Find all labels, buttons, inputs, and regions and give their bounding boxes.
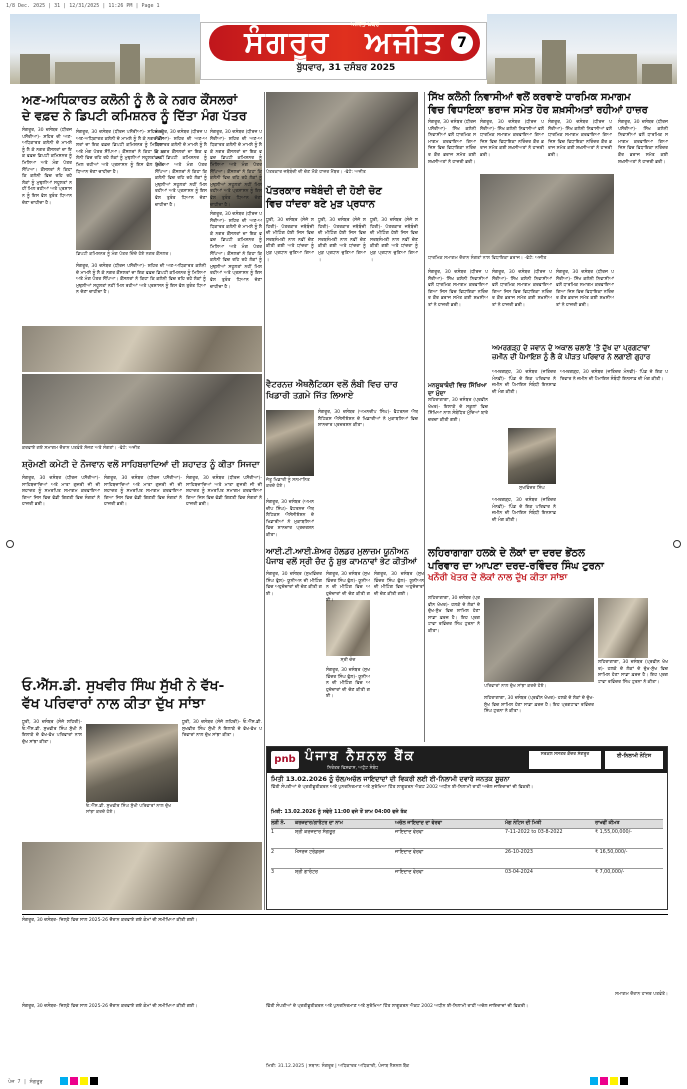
branch-label: ਸਰਕਲ ਸਸਤਰ ਕੇਂਦਰ ਸੰਗਰੂਰ xyxy=(529,751,601,769)
headline-line: ਓ.ਐੱਸ.ਡੀ. ਸੁਖਵੀਰ ਸਿੰਘ ਸੁੱਖੀ ਨੇ ਵੱਖ- xyxy=(22,678,225,694)
table-cell: ਸ਼੍ਰੀ ਕਰਜ਼ਦਾਰ ਸੰਗਰੂਰ xyxy=(295,830,336,835)
photo-sikh-samagam xyxy=(480,174,614,254)
column-rule xyxy=(264,92,265,910)
color-swatch xyxy=(610,1077,618,1085)
photo-portrait-ielts xyxy=(326,600,370,656)
table-cell: ₹ 7,00,000/- xyxy=(595,870,625,875)
headline-line: ਵਿਚ ਧਾਂਦਰਾ ਬਣੇ ਮੁੜ ਪ੍ਰਧਾਨ xyxy=(266,198,375,210)
table-cell: ਸ਼੍ਰੀ ਗਾਰੰਟਰ xyxy=(295,870,318,875)
pnb-notice-ad xyxy=(266,746,668,910)
photo-athlete xyxy=(266,410,314,476)
ad-footer-text: ਵਿੱਤੀ ਸੰਪਤੀਆਂ ਦੇ ਪ੍ਰਤੀਭੂਤੀਕਰਨ ਅਤੇ ਪੁਨਰਨਿਰਮਾਣ ਅਤੇ ਸੁਰੱਖਿਆ ਹਿੱਤ ਲਾਗੂਕਰਨ ਐਕਟ 2002 ਅਧੀਨ ਈ-ਨਿਲਾਮੀ ਰਾਹੀਂ ਅਚੱਲ ਜਾਇਦਾਦਾਂ ਦੀ ਵਿਕਰੀ। xyxy=(266,1004,529,1009)
story-body-sikh-5: ਸੰਗਰੂਰ, 30 ਦਸੰਬਰ (ਧੀਰਜ ਪਸੌਰੀਆ)- ਸਿੱਖ ਕਲੋਨੀ ਨਿਵਾਸੀਆਂ ਵਲੋਂ ਧਾਰਮਿਕ ਸਮਾਗਮ ਕਰਵਾਇਆ ਗਿਆ ਜਿਸ ਵਿਚ ਵਿਧਾਇਕਾ ਨਰਿੰਦਰ ਕੌਰ ਭਰਾਜ ਸਮੇਤ ਕਈ ਸ਼ਖ਼ਸੀਅਤਾਂ ਨੇ ਹਾਜ਼ਰੀ ਭਰੀ। xyxy=(428,270,488,308)
headline-lehragaga xyxy=(428,548,668,584)
photo-portrait-amloh xyxy=(508,428,556,484)
photo-osd xyxy=(86,724,178,802)
story-body-sikh-6: ਸੰਗਰੂਰ, 30 ਦਸੰਬਰ (ਧੀਰਜ ਪਸੌਰੀਆ)- ਸਿੱਖ ਕਲੋਨੀ ਨਿਵਾਸੀਆਂ ਵਲੋਂ ਧਾਰਮਿਕ ਸਮਾਗਮ ਕਰਵਾਇਆ ਗਿਆ ਜਿਸ ਵਿਚ ਵਿਧਾਇਕਾ ਨਰਿੰਦਰ ਕੌਰ ਭਰਾਜ ਸਮੇਤ ਕਈ ਸ਼ਖ਼ਸੀਅਤਾਂ ਨੇ ਹਾਜ਼ਰੀ ਭਰੀ। xyxy=(492,270,552,308)
caption-sikh: ਧਾਰਮਿਕ ਸਮਾਗਮ ਦੌਰਾਨ ਸੰਗਤਾਂ ਨਾਲ ਵਿਧਾਇਕਾ ਭਰਾਜ। -ਫੋਟੋ: ਅਜੀਤ xyxy=(428,256,547,261)
column-header: ਲੜੀ ਨੰ. xyxy=(271,821,286,826)
column-header: ਮੰਗ ਨੋਟਿਸ ਦੀ ਮਿਤੀ xyxy=(505,821,542,826)
headline-line: ਲਹਿਰਾਗਾਗਾ ਹਲਕੇ ਦੇ ਲੋਕਾਂ ਦਾ ਦਰਦ ਭੇਂਠਲ xyxy=(428,548,585,559)
headline-amloh xyxy=(492,344,668,362)
notice-title: ਮਿਤੀ 13.02.2026 ਨੂੰ ਚੱਲ/ਅਚੱਲ ਜਾਇਦਾਦਾਂ ਦੀ ਵਿਕਰੀ ਲਈ ਈ-ਨਿਲਾਮੀ ਦਵਾਰੇ ਜਨਤਕ ਸੂਚਨਾ xyxy=(271,775,510,783)
table-cell: 26-10-2023 xyxy=(505,850,533,855)
headline-line: ਪੰਜਾਬ ਵਲੋਂ ਸ੍ਰੀ ਚੰਦ ਨੂੰ ਸ਼ੁਭ ਕਾਮਨਾਵਾਂ ਭੇਟ ਕੀਤੀਆਂ xyxy=(266,556,417,566)
story-body-deepfake: ਲਹਿਰਾਗਾਗਾ, 30 ਦਸੰਬਰ (ਪ੍ਰਵੀਨ ਖੋਖਰ)- ਇਲਾਕੇ ਦੇ ਸਕੂਲਾਂ ਵਿਚ ਸਿੱਖਿਆ ਨਾਲ ਸੰਬੰਧਿਤ ਮੁੱਦਿਆਂ ਬਾਰੇ ਚਰਚਾ ਕੀਤੀ ਗਈ। xyxy=(428,398,488,423)
divider xyxy=(22,914,668,915)
bottom-slug: ਪੇਜ 7 | ਸੰਗਰੂਰ xyxy=(8,1079,43,1085)
color-swatch xyxy=(600,1077,608,1085)
table-cell: 3 xyxy=(271,870,275,875)
headline-deepfake: ਮਨਸੂਬਾਬੰਦੀ ਵਿਚ ਸਿੱਖਿਆ ਦਾ ਮੁੱਦਾ xyxy=(428,382,487,397)
table-cell: ਜਾਇਦਾਦ ਵੇਰਵਾ xyxy=(395,830,424,835)
story-body-lehragaga-3: ਲਹਿਰਾਗਾਗਾ, 30 ਦਸੰਬਰ (ਪ੍ਰਵੀਨ ਖੋਖਰ)- ਹਲਕੇ ਦੇ ਲੋਕਾਂ ਦੇ ਦੁੱਖ-ਸੁੱਖ ਵਿਚ ਸ਼ਾਮਿਲ ਹੋਣਾ ਸਾਡਾ ਫ਼ਰਜ਼ ਹੈ। ਇਹ ਪ੍ਰਗਟਾਵਾ ਰਵਿੰਦਰ ਸਿੰਘ ਟੁਰਨਾ ਨੇ ਕੀਤਾ। xyxy=(598,660,668,685)
headline-line: ਦੇ ਵਫ਼ਦ ਨੇ ਡਿਪਟੀ ਕਮਿਸ਼ਨਰ ਨੂੰ ਦਿੱਤਾ ਮੰਗ ਪੱਤਰ xyxy=(22,107,247,123)
city-name: ਸੰਗਰੂਰ xyxy=(244,25,331,60)
story-body-sikh-2: ਸੰਗਰੂਰ, 30 ਦਸੰਬਰ (ਧੀਰਜ ਪਸੌਰੀਆ)- ਸਿੱਖ ਕਲੋਨੀ ਨਿਵਾਸੀਆਂ ਵਲੋਂ ਧਾਰਮਿਕ ਸਮਾਗਮ ਕਰਵਾਇਆ ਗਿਆ ਜਿਸ ਵਿਚ ਵਿਧਾਇਕਾ ਨਰਿੰਦਰ ਕੌਰ ਭਰਾਜ ਸਮੇਤ ਕਈ ਸ਼ਖ਼ਸੀਅਤਾਂ ਨੇ ਹਾਜ਼ਰੀ ਭਰੀ। xyxy=(480,120,544,158)
issue-date: ਬੁੱਧਵਾਰ, 31 ਦਸੰਬਰ 2025 xyxy=(296,63,396,73)
bank-tagline: ਨਿਰੰਤਰ ਵਿਸ਼ਵਾਸ, ਅਟੁੱਟ ਸੰਬੰਧ xyxy=(327,766,379,771)
color-swatch xyxy=(620,1077,628,1085)
caption-bottom-strip: ਸਮਾਗਮ ਦੌਰਾਨ ਹਾਜ਼ਰ ਪਤਵੰਤੇ। xyxy=(615,992,668,997)
story-body-ielts-2: ਸੰਗਰੂਰ, 30 ਦਸੰਬਰ (ਸੁਖਵਿੰਦਰ ਸਿੰਘ ਫੁੱਲ)- ਯੂਨੀਅਨ ਦੀ ਮੀਟਿੰਗ ਵਿਚ ਅਹੁਦੇਦਾਰਾਂ ਦੀ ਚੋਣ ਕੀਤੀ ਗਈ। xyxy=(326,572,370,604)
headline-steel: ਸ਼੍ਰੋਮਣੀ ਕਮੇਟੀ ਦੇ ਨੌਜਵਾਨ ਵਲੋਂ ਸਾਹਿਬਜ਼ਾਦਿਆਂ ਦੀ ਸ਼ਹਾਦਤ ਨੂੰ ਕੀਤਾ ਸਿਜਦਾ xyxy=(22,460,260,470)
masthead-title-block xyxy=(200,22,487,80)
photo-samagam-1 xyxy=(22,326,262,372)
masthead-right-photo xyxy=(487,14,677,84)
caption-osd: ਓ.ਐੱਸ.ਡੀ. ਸੁਖਵੀਰ ਸਿੰਘ ਸੁੱਖੀ ਪਰਿਵਾਰਾਂ ਨਾਲ ਦੁੱਖ ਸਾਂਝਾ ਕਰਦੇ ਹੋਏ। xyxy=(86,804,172,815)
story-body-sikh-1: ਸੰਗਰੂਰ, 30 ਦਸੰਬਰ (ਧੀਰਜ ਪਸੌਰੀਆ)- ਸਿੱਖ ਕਲੋਨੀ ਨਿਵਾਸੀਆਂ ਵਲੋਂ ਧਾਰਮਿਕ ਸਮਾਗਮ ਕਰਵਾਇਆ ਗਿਆ ਜਿਸ ਵਿਚ ਵਿਧਾਇਕਾ ਨਰਿੰਦਰ ਕੌਰ ਭਰਾਜ ਸਮੇਤ ਕਈ ਸ਼ਖ਼ਸੀਅਤਾਂ ਨੇ ਹਾਜ਼ਰੀ ਭਰੀ। xyxy=(428,120,476,165)
caption-portrait-ielts: ਸ੍ਰੀ ਚੰਦ xyxy=(340,658,356,663)
story-body-press-1: ਧੂਰੀ, 30 ਦਸੰਬਰ (ਸੰਜੇ ਲਹਿਰੀ)- ਪੱਤਰਕਾਰ ਜਥੇਬੰਦੀ ਦੀ ਮੀਟਿੰਗ ਹੋਈ ਜਿਸ ਵਿਚ ਸਰਬਸੰਮਤੀ ਨਾਲ ਨਵੀਂ ਚੋਣ ਕੀਤੀ ਗਈ ਅਤੇ ਧਾਂਦਰਾ ਨੂੰ ਮੁੜ ਪ੍ਰਧਾਨ ਚੁਣਿਆ ਗਿਆ। xyxy=(266,218,314,263)
table-cell: 7-11-2022 to 03-8-2022 xyxy=(505,830,563,835)
column-header: ਅਚੱਲ ਜਾਇਦਾਦ ਦਾ ਵੇਰਵਾ xyxy=(395,821,442,826)
story-body-steel-3: ਸੰਗਰੂਰ, 30 ਦਸੰਬਰ (ਧੀਰਜ ਪਸੌਰੀਆ)- ਸਾਹਿਬਜ਼ਾਦਿਆਂ ਅਤੇ ਮਾਤਾ ਗੁਜਰੀ ਜੀ ਦੀ ਸ਼ਹਾਦਤ ਨੂੰ ਸਮਰਪਿਤ ਸਮਾਗਮ ਕਰਵਾਇਆ ਗਿਆ ਜਿਸ ਵਿਚ ਵੱਡੀ ਗਿਣਤੀ ਵਿਚ ਸੰਗਤਾਂ ਨੇ ਹਾਜ਼ਰੀ ਭਰੀ। xyxy=(186,476,262,508)
color-swatch xyxy=(590,1077,598,1085)
headline-line: ਖਨੌਰੀ ਖੇਤਰ ਦੇ ਲੋਕਾਂ ਨਾਲ ਦੁੱਖ ਕੀਤਾ ਸਾਂਝਾ xyxy=(428,573,568,583)
story-body-sikh-3: ਸੰਗਰੂਰ, 30 ਦਸੰਬਰ (ਧੀਰਜ ਪਸੌਰੀਆ)- ਸਿੱਖ ਕਲੋਨੀ ਨਿਵਾਸੀਆਂ ਵਲੋਂ ਧਾਰਮਿਕ ਸਮਾਗਮ ਕਰਵਾਇਆ ਗਿਆ ਜਿਸ ਵਿਚ ਵਿਧਾਇਕਾ ਨਰਿੰਦਰ ਕੌਰ ਭਰਾਜ ਸਮੇਤ ਕਈ ਸ਼ਖ਼ਸੀਅਤਾਂ ਨੇ ਹਾਜ਼ਰੀ ਭਰੀ। xyxy=(548,120,612,158)
table-cell: ਮੈਸਰਜ਼ ਟਰੇਡਰਜ਼ xyxy=(295,850,325,855)
photo-lehragaga-1 xyxy=(484,598,594,682)
registration-mark xyxy=(6,540,14,548)
story-body-colony: ਸੰਗਰੂਰ, 30 ਦਸੰਬਰ (ਧੀਰਜ ਪਸੌਰੀਆ)- ਸ਼ਹਿਰ ਦੀ ਅਣ-ਅਧਿਕਾਰਤ ਕਲੋਨੀ ਦੇ ਮਾਮਲੇ ਨੂੰ ਲੈ ਕੇ ਨਗਰ ਕੌਂਸਲਰਾਂ ਦਾ ਇਕ ਵਫ਼ਦ ਡਿਪਟੀ ਕਮਿਸ਼ਨਰ ਨੂੰ ਮਿਲਿਆ ਅਤੇ ਮੰਗ ਪੱਤਰ ਸੌਂਪਿਆ। ਕੌਂਸਲਰਾਂ ਨੇ ਕਿਹਾ ਕਿ ਕਲੋਨੀ ਵਿਚ ਰਹਿ ਰਹੇ ਲੋਕਾਂ ਨੂੰ ਮੁਢਲੀਆਂ ਸਹੂਲਤਾਂ ਨਹੀਂ ਮਿਲ ਰਹੀਆਂ ਅਤੇ ਪ੍ਰਸ਼ਾਸਨ ਨੂੰ ਇਸ ਵੱਲ ਤੁਰੰਤ ਧਿਆਨ ਦੇਣਾ ਚਾਹੀਦਾ ਹੈ। xyxy=(22,128,72,206)
table-cell: 03-04-2024 xyxy=(505,870,533,875)
masthead-ribbon xyxy=(209,25,480,61)
story-body-amloh-1: ਅਮਰਗੜ੍ਹ, 30 ਦਸੰਬਰ (ਜਤਿੰਦਰ ਮੰਨਵੀ)- ਪਿੰਡ ਦੇ ਇਕ ਪਰਿਵਾਰ ਨੇ ਜ਼ਮੀਨ ਦੀ ਪੈਮਾਇਸ਼ ਸੰਬੰਧੀ ਇਨਸਾਫ਼ ਦੀ ਮੰਗ ਕੀਤੀ। xyxy=(560,370,668,382)
story-body-amloh-3: ਅਮਰਗੜ੍ਹ, 30 ਦਸੰਬਰ (ਜਤਿੰਦਰ ਮੰਨਵੀ)- ਪਿੰਡ ਦੇ ਇਕ ਪਰਿਵਾਰ ਨੇ ਜ਼ਮੀਨ ਦੀ ਪੈਮਾਇਸ਼ ਸੰਬੰਧੀ ਇਨਸਾਫ਼ ਦੀ ਮੰਗ ਕੀਤੀ। xyxy=(492,498,556,523)
headline-chess: ਵੈਟਰਨਜ਼ ਐਥਲੈਟਿਕਸ ਵਲੋਂ ਲੰਬੀ ਵਿਚ ਚਾਰ ਖਿਡਾਰੀ ਤਗ਼ਮੇ ਜਿੱਤ ਲਿਆਏ xyxy=(266,380,398,401)
story-body-bottom-left: ਸੰਗਰੂਰ, 30 ਦਸੰਬਰ- ਜ਼ਿਲ੍ਹੇ ਵਿਚ ਸਾਲ 2025-26 ਦੌਰਾਨ ਕਰਵਾਏ ਗਏ ਕੰਮਾਂ ਦੀ ਸਮੀਖਿਆ ਕੀਤੀ ਗਈ। xyxy=(22,1004,198,1009)
photo-lehragaga-2 xyxy=(598,598,648,658)
story-body-osd-1: ਧੂਰੀ, 30 ਦਸੰਬਰ (ਸੰਜੇ ਲਹਿਰੀ)- ਓ.ਐੱਸ.ਡੀ. ਸੁਖਵੀਰ ਸਿੰਘ ਸੁੱਖੀ ਨੇ ਇਲਾਕੇ ਦੇ ਵੱਖ-ਵੱਖ ਪਰਿਵਾਰਾਂ ਨਾਲ ਦੁੱਖ ਸਾਂਝਾ ਕੀਤਾ। xyxy=(22,720,82,745)
table-cell: 1 xyxy=(271,830,275,835)
masthead-left-photo xyxy=(10,14,200,84)
story-body-steel-2: ਸੰਗਰੂਰ, 30 ਦਸੰਬਰ (ਧੀਰਜ ਪਸੌਰੀਆ)- ਸਾਹਿਬਜ਼ਾਦਿਆਂ ਅਤੇ ਮਾਤਾ ਗੁਜਰੀ ਜੀ ਦੀ ਸ਼ਹਾਦਤ ਨੂੰ ਸਮਰਪਿਤ ਸਮਾਗਮ ਕਰਵਾਇਆ ਗਿਆ ਜਿਸ ਵਿਚ ਵੱਡੀ ਗਿਣਤੀ ਵਿਚ ਸੰਗਤਾਂ ਨੇ ਹਾਜ਼ਰੀ ਭਰੀ। xyxy=(104,476,182,508)
story-body-ielts-4: ਸੰਗਰੂਰ, 30 ਦਸੰਬਰ (ਸੁਖਵਿੰਦਰ ਸਿੰਘ ਫੁੱਲ)- ਯੂਨੀਅਨ ਦੀ ਮੀਟਿੰਗ ਵਿਚ ਅਹੁਦੇਦਾਰਾਂ ਦੀ ਚੋਣ ਕੀਤੀ ਗਈ। xyxy=(374,572,424,597)
headline-line: ਪੱਤਰਕਾਰ ਜਥੇਬੰਦੀ ਦੀ ਹੋਈ ਚੋਣ xyxy=(266,186,382,197)
headline-sikh-colony xyxy=(428,92,668,117)
notice-box-title: ਈ-ਨਿਲਾਮੀ ਨੋਟਿਸ xyxy=(605,751,663,769)
story-body-ielts-1: ਸੰਗਰੂਰ, 30 ਦਸੰਬਰ (ਸੁਖਵਿੰਦਰ ਸਿੰਘ ਫੁੱਲ)- ਯੂਨੀਅਨ ਦੀ ਮੀਟਿੰਗ ਵਿਚ ਅਹੁਦੇਦਾਰਾਂ ਦੀ ਚੋਣ ਕੀਤੀ ਗਈ। xyxy=(266,572,322,597)
table-header xyxy=(271,819,663,828)
ad-header xyxy=(267,747,667,773)
table-cell: ਜਾਇਦਾਦ ਵੇਰਵਾ xyxy=(395,850,424,855)
photo-press-club xyxy=(266,92,418,168)
headline-line: ਆਈ.ਟੀ.ਆਈ.ਸ਼ੇਅਰ ਹੋਲਡਰ ਮੁਲਾਜ਼ਮ ਯੂਨੀਅਨ xyxy=(266,546,409,556)
page-number: 7 xyxy=(451,32,473,54)
column-header: ਰਾਖਵੀਂ ਕੀਮਤ xyxy=(595,821,620,826)
story-body-sikh-7: ਸੰਗਰੂਰ, 30 ਦਸੰਬਰ (ਧੀਰਜ ਪਸੌਰੀਆ)- ਸਿੱਖ ਕਲੋਨੀ ਨਿਵਾਸੀਆਂ ਵਲੋਂ ਧਾਰਮਿਕ ਸਮਾਗਮ ਕਰਵਾਇਆ ਗਿਆ ਜਿਸ ਵਿਚ ਵਿਧਾਇਕਾ ਨਰਿੰਦਰ ਕੌਰ ਭਰਾਜ ਸਮੇਤ ਕਈ ਸ਼ਖ਼ਸੀਅਤਾਂ ਨੇ ਹਾਜ਼ਰੀ ਭਰੀ। xyxy=(556,270,614,308)
story-body-amloh-2: ਅਮਰਗੜ੍ਹ, 30 ਦਸੰਬਰ (ਜਤਿੰਦਰ ਮੰਨਵੀ)- ਪਿੰਡ ਦੇ ਇਕ ਪਰਿਵਾਰ ਨੇ ਜ਼ਮੀਨ ਦੀ ਪੈਮਾਇਸ਼ ਸੰਬੰਧੀ ਇਨਸਾਫ਼ ਦੀ ਮੰਗ ਕੀਤੀ। xyxy=(492,370,556,395)
story-body-press-2: ਧੂਰੀ, 30 ਦਸੰਬਰ (ਸੰਜੇ ਲਹਿਰੀ)- ਪੱਤਰਕਾਰ ਜਥੇਬੰਦੀ ਦੀ ਮੀਟਿੰਗ ਹੋਈ ਜਿਸ ਵਿਚ ਸਰਬਸੰਮਤੀ ਨਾਲ ਨਵੀਂ ਚੋਣ ਕੀਤੀ ਗਈ ਅਤੇ ਧਾਂਦਰਾ ਨੂੰ ਮੁੜ ਪ੍ਰਧਾਨ ਚੁਣਿਆ ਗਿਆ। xyxy=(318,218,366,263)
story-body-colony-3: ਸੰਗਰੂਰ, 30 ਦਸੰਬਰ (ਧੀਰਜ ਪਸੌਰੀਆ)- ਸ਼ਹਿਰ ਦੀ ਅਣ-ਅਧਿਕਾਰਤ ਕਲੋਨੀ ਦੇ ਮਾਮਲੇ ਨੂੰ ਲੈ ਕੇ ਨਗਰ ਕੌਂਸਲਰਾਂ ਦਾ ਇਕ ਵਫ਼ਦ ਡਿਪਟੀ ਕਮਿਸ਼ਨਰ ਨੂੰ ਮਿਲਿਆ ਅਤੇ ਮੰਗ ਪੱਤਰ ਸੌਂਪਿਆ। ਕੌਂਸਲਰਾਂ ਨੇ ਕਿਹਾ ਕਿ ਕਲੋਨੀ ਵਿਚ ਰਹਿ ਰਹੇ ਲੋਕਾਂ ਨੂੰ ਮੁਢਲੀਆਂ ਸਹੂਲਤਾਂ ਨਹੀਂ ਮਿਲ ਰਹੀਆਂ ਅਤੇ ਪ੍ਰਸ਼ਾਸਨ ਨੂੰ ਇਸ ਵੱਲ ਤੁਰੰਤ ਧਿਆਨ ਦੇਣਾ ਚਾਹੀਦਾ ਹੈ। xyxy=(155,130,207,208)
photo-colony-delegation xyxy=(76,178,151,250)
table-cell: ਜਾਇਦਾਦ ਵੇਰਵਾ xyxy=(395,870,424,875)
headline-colony xyxy=(22,92,262,123)
table-row xyxy=(271,868,663,888)
slug-bar: 1/8 Dec. 2025 | 31 | 12/31/2025 | 11:26 PM | Page 1 xyxy=(6,3,160,9)
color-swatch xyxy=(90,1077,98,1085)
caption-press-club: ਪੱਤਰਕਾਰ ਜਥੇਬੰਦੀ ਦੀ ਚੋਣ ਮੌਕੇ ਹਾਜ਼ਰ ਮੈਂਬਰ। -ਫੋਟੋ: ਅਜੀਤ xyxy=(266,170,366,175)
caption-samagam: ਕਰਵਾਏ ਗਏ ਸਮਾਗਮ ਦੌਰਾਨ ਪਤਵੰਤੇ ਸੱਜਣ ਅਤੇ ਸੰਗਤਾਂ। -ਫੋਟੋ: ਅਜੀਤ xyxy=(22,446,140,451)
column-rule xyxy=(424,92,425,742)
table-cell: ₹ 16,50,000/- xyxy=(595,850,628,855)
caption-colony: ਡਿਪਟੀ ਕਮਿਸ਼ਨਰ ਨੂੰ ਮੰਗ ਪੱਤਰ ਦਿੰਦੇ ਹੋਏ ਨਗਰ ਕੌਂਸਲਰ। xyxy=(76,252,172,257)
color-swatch xyxy=(60,1077,68,1085)
table-cell: 2 xyxy=(271,850,275,855)
story-body-chess-1: ਸੰਗਰੂਰ, 30 ਦਸੰਬਰ (ਅਮਨਦੀਪ ਸਿੰਘ)- ਵੈਟਰਨਜ਼ ਐਥਲੈਟਿਕਸ ਐਸੋਸੀਏਸ਼ਨ ਦੇ ਖਿਡਾਰੀਆਂ ਨੇ ਮੁਕਾਬਲਿਆਂ ਵਿਚ ਸ਼ਾਨਦਾਰ ਪ੍ਰਦਰਸ਼ਨ ਕੀਤਾ। xyxy=(318,410,418,429)
story-body-colony-5: ਸੰਗਰੂਰ, 30 ਦਸੰਬਰ (ਧੀਰਜ ਪਸੌਰੀਆ)- ਸ਼ਹਿਰ ਦੀ ਅਣ-ਅਧਿਕਾਰਤ ਕਲੋਨੀ ਦੇ ਮਾਮਲੇ ਨੂੰ ਲੈ ਕੇ ਨਗਰ ਕੌਂਸਲਰਾਂ ਦਾ ਇਕ ਵਫ਼ਦ ਡਿਪਟੀ ਕਮਿਸ਼ਨਰ ਨੂੰ ਮਿਲਿਆ ਅਤੇ ਮੰਗ ਪੱਤਰ ਸੌਂਪਿਆ। ਕੌਂਸਲਰਾਂ ਨੇ ਕਿਹਾ ਕਿ ਕਲੋਨੀ ਵਿਚ ਰਹਿ ਰਹੇ ਲੋਕਾਂ ਨੂੰ ਮੁਢਲੀਆਂ ਸਹੂਲਤਾਂ ਨਹੀਂ ਮਿਲ ਰਹੀਆਂ ਅਤੇ ਪ੍ਰਸ਼ਾਸਨ ਨੂੰ ਇਸ ਵੱਲ ਤੁਰੰਤ ਧਿਆਨ ਦੇਣਾ ਚਾਹੀਦਾ ਹੈ। xyxy=(210,212,262,290)
story-body-ielts-3: ਸੰਗਰੂਰ, 30 ਦਸੰਬਰ (ਸੁਖਵਿੰਦਰ ਸਿੰਘ ਫੁੱਲ)- ਯੂਨੀਅਨ ਦੀ ਮੀਟਿੰਗ ਵਿਚ ਅਹੁਦੇਦਾਰਾਂ ਦੀ ਚੋਣ ਕੀਤੀ ਗਈ। xyxy=(326,668,370,700)
edition-tag: ਅਜੀਤ ਖ਼ਬਰ xyxy=(351,21,380,28)
auction-date-line: ਮਿਤੀ: 13.02.2026 ਨੂੰ ਸਵੇਰੇ 11:00 ਵਜੇ ਤੋਂ ਸ਼ਾਮ 04:00 ਵਜੇ ਤੱਕ xyxy=(271,809,407,815)
headline-line: ਪਰਿਵਾਰ ਦਾ ਆਪਣਾ ਦਰਦ-ਰਵਿੰਦਰ ਸਿੰਘ ਟੁਰਨਾ xyxy=(428,560,604,572)
color-swatch xyxy=(80,1077,88,1085)
story-body-lehragaga-1: ਲਹਿਰਾਗਾਗਾ, 30 ਦਸੰਬਰ (ਪ੍ਰਵੀਨ ਖੋਖਰ)- ਹਲਕੇ ਦੇ ਲੋਕਾਂ ਦੇ ਦੁੱਖ-ਸੁੱਖ ਵਿਚ ਸ਼ਾਮਿਲ ਹੋਣਾ ਸਾਡਾ ਫ਼ਰਜ਼ ਹੈ। ਇਹ ਪ੍ਰਗਟਾਵਾ ਰਵਿੰਦਰ ਸਿੰਘ ਟੁਰਨਾ ਨੇ ਕੀਤਾ। xyxy=(428,596,480,634)
headline-line: ਅਮਰਗੜ੍ਹ ਦੇ ਜਵਾਨ ਦੇ ਅਕਾਲ ਚਲਾਣੇ 'ਤੇ ਦੁੱਖ ਦਾ ਪ੍ਰਗਟਾਵਾ xyxy=(492,343,650,352)
headline-osd xyxy=(22,678,262,713)
headline-line: ਅਣ-ਅਧਿਕਾਰਤ ਕਲੋਨੀ ਨੂੰ ਲੈ ਕੇ ਨਗਰ ਕੌਂਸਲਰਾਂ xyxy=(22,92,238,107)
notice-body: ਵਿੱਤੀ ਸੰਪਤੀਆਂ ਦੇ ਪ੍ਰਤੀਭੂਤੀਕਰਨ ਅਤੇ ਪੁਨਰਨਿਰਮਾਣ ਅਤੇ ਸੁਰੱਖਿਆ ਹਿੱਤ ਲਾਗੂਕਰਨ ਐਕਟ 2002 ਅਧੀਨ ਈ-ਨਿਲਾਮੀ ਰਾਹੀਂ ਅਚੱਲ ਜਾਇਦਾਦਾਂ ਦੀ ਵਿਕਰੀ। xyxy=(271,785,534,790)
table-cell: ₹ 1,55,00,000/- xyxy=(595,830,632,835)
story-body-chess-2: ਸੰਗਰੂਰ, 30 ਦਸੰਬਰ (ਅਮਨਦੀਪ ਸਿੰਘ)- ਵੈਟਰਨਜ਼ ਐਥਲੈਟਿਕਸ ਐਸੋਸੀਏਸ਼ਨ ਦੇ ਖਿਡਾਰੀਆਂ ਨੇ ਮੁਕਾਬਲਿਆਂ ਵਿਚ ਸ਼ਾਨਦਾਰ ਪ੍ਰਦਰਸ਼ਨ ਕੀਤਾ। xyxy=(266,500,314,538)
bank-name: ਪੰਜਾਬ ਨੈਸ਼ਨਲ ਬੈਂਕ xyxy=(305,749,416,764)
table-row xyxy=(271,848,663,868)
story-body-sikh-4: ਸੰਗਰੂਰ, 30 ਦਸੰਬਰ (ਧੀਰਜ ਪਸੌਰੀਆ)- ਸਿੱਖ ਕਲੋਨੀ ਨਿਵਾਸੀਆਂ ਵਲੋਂ ਧਾਰਮਿਕ ਸਮਾਗਮ ਕਰਵਾਇਆ ਗਿਆ ਜਿਸ ਵਿਚ ਵਿਧਾਇਕਾ ਨਰਿੰਦਰ ਕੌਰ ਭਰਾਜ ਸਮੇਤ ਕਈ ਸ਼ਖ਼ਸੀਅਤਾਂ ਨੇ ਹਾਜ਼ਰੀ ਭਰੀ। xyxy=(618,120,668,165)
masthead xyxy=(10,14,677,86)
caption-chess: ਜੇਤੂ ਖਿਡਾਰੀ ਨੂੰ ਸਨਮਾਨਿਤ ਕਰਦੇ ਹੋਏ। xyxy=(266,478,310,489)
pnb-logo: pnb xyxy=(271,751,299,769)
story-body-bottom-strip: ਸੰਗਰੂਰ, 30 ਦਸੰਬਰ- ਜ਼ਿਲ੍ਹੇ ਵਿਚ ਸਾਲ 2025-26 ਦੌਰਾਨ ਕਰਵਾਏ ਗਏ ਕੰਮਾਂ ਦੀ ਸਮੀਖਿਆ ਕੀਤੀ ਗਈ। xyxy=(22,918,198,923)
story-body-steel-1: ਸੰਗਰੂਰ, 30 ਦਸੰਬਰ (ਧੀਰਜ ਪਸੌਰੀਆ)- ਸਾਹਿਬਜ਼ਾਦਿਆਂ ਅਤੇ ਮਾਤਾ ਗੁਜਰੀ ਜੀ ਦੀ ਸ਼ਹਾਦਤ ਨੂੰ ਸਮਰਪਿਤ ਸਮਾਗਮ ਕਰਵਾਇਆ ਗਿਆ ਜਿਸ ਵਿਚ ਵੱਡੀ ਗਿਣਤੀ ਵਿਚ ਸੰਗਤਾਂ ਨੇ ਹਾਜ਼ਰੀ ਭਰੀ। xyxy=(22,476,100,508)
photo-bottom-group xyxy=(22,842,262,910)
story-body-lehragaga-2: ਲਹਿਰਾਗਾਗਾ, 30 ਦਸੰਬਰ (ਪ੍ਰਵੀਨ ਖੋਖਰ)- ਹਲਕੇ ਦੇ ਲੋਕਾਂ ਦੇ ਦੁੱਖ-ਸੁੱਖ ਵਿਚ ਸ਼ਾਮਿਲ ਹੋਣਾ ਸਾਡਾ ਫ਼ਰਜ਼ ਹੈ। ਇਹ ਪ੍ਰਗਟਾਵਾ ਰਵਿੰਦਰ ਸਿੰਘ ਟੁਰਨਾ ਨੇ ਕੀਤਾ। xyxy=(484,696,594,715)
story-body-colony-4: ਸੰਗਰੂਰ, 30 ਦਸੰਬਰ (ਧੀਰਜ ਪਸੌਰੀਆ)- ਸ਼ਹਿਰ ਦੀ ਅਣ-ਅਧਿਕਾਰਤ ਕਲੋਨੀ ਦੇ ਮਾਮਲੇ ਨੂੰ ਲੈ ਕੇ ਨਗਰ ਕੌਂਸਲਰਾਂ ਦਾ ਇਕ ਵਫ਼ਦ ਡਿਪਟੀ ਕਮਿਸ਼ਨਰ ਨੂੰ ਮਿਲਿਆ ਅਤੇ ਮੰਗ ਪੱਤਰ ਸੌਂਪਿਆ। ਕੌਂਸਲਰਾਂ ਨੇ ਕਿਹਾ ਕਿ ਕਲੋਨੀ ਵਿਚ ਰਹਿ ਰਹੇ ਲੋਕਾਂ ਨੂੰ ਮੁਢਲੀਆਂ ਸਹੂਲਤਾਂ ਨਹੀਂ ਮਿਲ ਰਹੀਆਂ ਅਤੇ ਪ੍ਰਸ਼ਾਸਨ ਨੂੰ ਇਸ ਵੱਲ ਤੁਰੰਤ ਧਿਆਨ ਦੇਣਾ ਚਾਹੀਦਾ ਹੈ। xyxy=(210,130,262,208)
paper-name: ਅਜੀਤ xyxy=(365,25,445,60)
story-body-colony-2: ਸੰਗਰੂਰ, 30 ਦਸੰਬਰ (ਧੀਰਜ ਪਸੌਰੀਆ)- ਸ਼ਹਿਰ ਦੀ ਅਣ-ਅਧਿਕਾਰਤ ਕਲੋਨੀ ਦੇ ਮਾਮਲੇ ਨੂੰ ਲੈ ਕੇ ਨਗਰ ਕੌਂਸਲਰਾਂ ਦਾ ਇਕ ਵਫ਼ਦ ਡਿਪਟੀ ਕਮਿਸ਼ਨਰ ਨੂੰ ਮਿਲਿਆ ਅਤੇ ਮੰਗ ਪੱਤਰ ਸੌਂਪਿਆ। ਕੌਂਸਲਰਾਂ ਨੇ ਕਿਹਾ ਕਿ ਕਲੋਨੀ ਵਿਚ ਰਹਿ ਰਹੇ ਲੋਕਾਂ ਨੂੰ ਮੁਢਲੀਆਂ ਸਹੂਲਤਾਂ ਨਹੀਂ ਮਿਲ ਰਹੀਆਂ ਅਤੇ ਪ੍ਰਸ਼ਾਸਨ ਨੂੰ ਇਸ ਵੱਲ ਤੁਰੰਤ ਧਿਆਨ ਦੇਣਾ ਚਾਹੀਦਾ ਹੈ। xyxy=(76,130,164,175)
headline-ielts xyxy=(266,546,418,566)
column-header: ਕਰਜ਼ਦਾਰ/ਗਾਰੰਟਰ ਦਾ ਨਾਮ xyxy=(295,821,343,826)
story-body-press-3: ਧੂਰੀ, 30 ਦਸੰਬਰ (ਸੰਜੇ ਲਹਿਰੀ)- ਪੱਤਰਕਾਰ ਜਥੇਬੰਦੀ ਦੀ ਮੀਟਿੰਗ ਹੋਈ ਜਿਸ ਵਿਚ ਸਰਬਸੰਮਤੀ ਨਾਲ ਨਵੀਂ ਚੋਣ ਕੀਤੀ ਗਈ ਅਤੇ ਧਾਂਦਰਾ ਨੂੰ ਮੁੜ ਪ੍ਰਧਾਨ ਚੁਣਿਆ ਗਿਆ। xyxy=(370,218,418,263)
auction-table xyxy=(271,819,663,903)
headline-line: ਵਿਚ ਵਿਧਾਇਕਾ ਭਰਾਜ ਸਮੇਤ ਹੋਰ ਸ਼ਖ਼ਸੀਅਤਾਂ ਰਹੀਆਂ ਹਾਜ਼ਰ xyxy=(428,104,648,116)
caption-portrait-amloh: ਸੁਖਵਿੰਦਰ ਸਿੰਘ xyxy=(519,486,545,491)
table-row xyxy=(271,828,663,848)
headline-press-club xyxy=(266,186,418,211)
caption-lehragaga: ਪਰਿਵਾਰਾਂ ਨਾਲ ਦੁੱਖ ਸਾਂਝਾ ਕਰਦੇ ਹੋਏ। xyxy=(484,684,547,689)
headline-line: ਵੱਖ ਪਰਿਵਾਰਾਂ ਨਾਲ ਕੀਤਾ ਦੁੱਖ ਸਾਂਝਾ xyxy=(22,695,205,712)
story-body-colony-6: ਸੰਗਰੂਰ, 30 ਦਸੰਬਰ (ਧੀਰਜ ਪਸੌਰੀਆ)- ਸ਼ਹਿਰ ਦੀ ਅਣ-ਅਧਿਕਾਰਤ ਕਲੋਨੀ ਦੇ ਮਾਮਲੇ ਨੂੰ ਲੈ ਕੇ ਨਗਰ ਕੌਂਸਲਰਾਂ ਦਾ ਇਕ ਵਫ਼ਦ ਡਿਪਟੀ ਕਮਿਸ਼ਨਰ ਨੂੰ ਮਿਲਿਆ ਅਤੇ ਮੰਗ ਪੱਤਰ ਸੌਂਪਿਆ। ਕੌਂਸਲਰਾਂ ਨੇ ਕਿਹਾ ਕਿ ਕਲੋਨੀ ਵਿਚ ਰਹਿ ਰਹੇ ਲੋਕਾਂ ਨੂੰ ਮੁਢਲੀਆਂ ਸਹੂਲਤਾਂ ਨਹੀਂ ਮਿਲ ਰਹੀਆਂ ਅਤੇ ਪ੍ਰਸ਼ਾਸਨ ਨੂੰ ਇਸ ਵੱਲ ਤੁਰੰਤ ਧਿਆਨ ਦੇਣਾ ਚਾਹੀਦਾ ਹੈ। xyxy=(76,264,206,296)
photo-samagam-2 xyxy=(22,374,262,444)
headline-line: ਸਿੱਖ ਕਲੋਨੀ ਨਿਵਾਸੀਆਂ ਵਲੋਂ ਕਰਵਾਏ ਧਾਰਮਿਕ ਸਮਾਗਮ xyxy=(428,92,631,103)
story-body-osd-2: ਧੂਰੀ, 30 ਦਸੰਬਰ (ਸੰਜੇ ਲਹਿਰੀ)- ਓ.ਐੱਸ.ਡੀ. ਸੁਖਵੀਰ ਸਿੰਘ ਸੁੱਖੀ ਨੇ ਇਲਾਕੇ ਦੇ ਵੱਖ-ਵੱਖ ਪਰਿਵਾਰਾਂ ਨਾਲ ਦੁੱਖ ਸਾਂਝਾ ਕੀਤਾ। xyxy=(182,720,262,739)
ad-footer: ਮਿਤੀ: 31.12.2025 | ਸਥਾਨ: ਸੰਗਰੂਰ | ਅਧਿਕਾਰਤ ਅਧਿਕਾਰੀ, ਪੰਜਾਬ ਨੈਸ਼ਨਲ ਬੈਂਕ xyxy=(266,1064,410,1069)
registration-mark xyxy=(673,540,681,548)
color-swatch xyxy=(70,1077,78,1085)
headline-line: ਜ਼ਮੀਨ ਦੀ ਪੈਮਾਇਸ਼ ਨੂੰ ਲੈ ਕੇ ਪੀੜਤ ਪਰਿਵਾਰ ਨੇ ਲਗਾਈ ਗੁਹਾਰ xyxy=(492,351,651,361)
